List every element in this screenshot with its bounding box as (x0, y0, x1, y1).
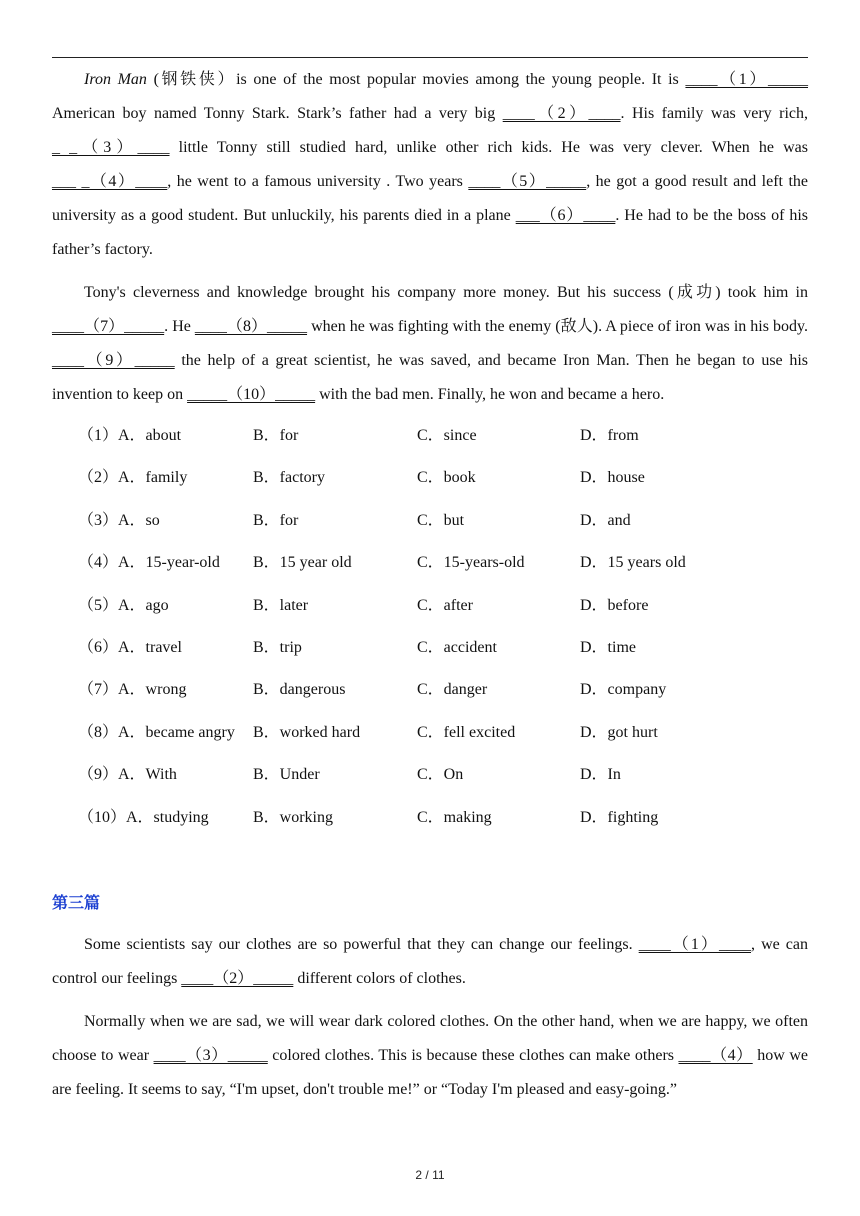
question-row (78, 636, 818, 660)
section-title: 第三篇 (52, 893, 101, 912)
text-run: . He (164, 318, 195, 335)
text-run: , he went to a famous university . Two years (167, 173, 469, 190)
option-c: C．accident (417, 639, 497, 656)
text-run: how we are feeling. It seems to say, “I'm upset, don't trouble me!” or “Today I'm pleased and easy-going.” (52, 1047, 808, 1098)
option-d: D．15 years old (580, 554, 686, 572)
option-a: （4）A．15-year-old (78, 554, 220, 572)
text-run: Some scientists say our clothes are so powerful that they can change our feelings. (84, 936, 639, 953)
text-run: Normally when we are sad, we will wear dark colored clothes. On the other hand, when we are happy, we often choose to wear (52, 1013, 808, 1064)
option-d: D．before (580, 596, 649, 614)
text-run: Tony's cleverness and knowledge brought his company more money. But his success (成功) took him in (84, 284, 808, 301)
passage2-paragraph-2 (52, 276, 808, 412)
option-b: B．dangerous (253, 681, 346, 699)
option-b: B．working (253, 808, 334, 826)
answer-blank: _ _（3）____ (52, 139, 170, 156)
question-row (78, 424, 818, 448)
passage3-paragraph-1 (52, 928, 808, 996)
question-row (78, 551, 818, 575)
option-c: C．On (417, 766, 464, 784)
option-c: C．danger (417, 681, 488, 699)
option-d: D．got hurt (580, 723, 658, 741)
option-b: B．trip (253, 639, 302, 656)
text-run: different colors of clothes. (293, 970, 466, 987)
text-run: with the bad men. Finally, he won and became a hero. (315, 386, 665, 403)
text-run: . His family was very rich, (620, 105, 808, 122)
option-b: B．worked hard (253, 723, 361, 741)
text-run: American boy named Tonny Stark. Stark’s father had a very big (52, 105, 503, 122)
option-d: D．fighting (580, 808, 659, 826)
option-a: （8）A．became angry (78, 723, 235, 741)
option-d: D．company (580, 681, 667, 699)
option-d: D．from (580, 427, 639, 444)
answer-blank: ____（2）_____ (181, 970, 294, 987)
text-run: Iron Man (84, 71, 147, 88)
option-c: C．15-years-old (417, 554, 525, 572)
answer-blank: _____（10）_____ (187, 386, 316, 403)
question-row (78, 466, 818, 490)
passage3-paragraph-2 (52, 1005, 808, 1107)
option-a: （7）A．wrong (78, 681, 187, 699)
question-row (78, 763, 818, 787)
answer-blank: ____（1）____ (638, 936, 751, 953)
option-d: D．house (580, 469, 645, 487)
option-a: （2）A．family (78, 469, 188, 487)
passage2-paragraph-1 (52, 63, 808, 267)
option-a: （6）A．travel (78, 639, 182, 656)
option-b: B．later (253, 596, 309, 614)
option-b: B．Under (253, 766, 320, 784)
option-c: C．since (417, 427, 477, 444)
text-run: when he was fighting with the enemy (敌人). A piece of iron was in his body. (307, 318, 808, 335)
header-rule (52, 57, 808, 58)
answer-blank: ____（5）_____ (468, 173, 587, 190)
text-run: , we can control our feelings (52, 936, 809, 987)
answer-blank: ___ _（4）____ (52, 173, 168, 190)
option-d: D．In (580, 766, 621, 784)
option-b: B．for (253, 427, 299, 444)
answer-blank: ____（8）_____ (194, 318, 308, 335)
page-number: 2 / 11 (415, 1168, 445, 1182)
option-c: C．but (417, 511, 465, 529)
question-row (78, 509, 818, 533)
option-a: （10）A．studying (78, 808, 209, 826)
option-a: （5）A．ago (78, 596, 169, 614)
option-c: C．after (417, 596, 473, 614)
option-c: C．making (417, 808, 492, 826)
question-row (78, 678, 818, 702)
option-b: B．for (253, 511, 299, 529)
option-c: C．book (417, 469, 476, 487)
answer-blank: ____（9）_____ (52, 352, 175, 369)
text-run: colored clothes. This is because these clothes can make others (267, 1047, 679, 1064)
question-row (78, 594, 818, 618)
option-a: （3）A．so (78, 511, 160, 529)
answer-blank: ____（1）_____ (685, 71, 808, 88)
option-d: D．time (580, 639, 636, 656)
text-run: . He had to be the boss of his father’s factory. (52, 207, 808, 258)
text-run: (钢铁侠）is one of the most popular movies among the young people. It is (146, 71, 686, 88)
option-a: （9）A．With (78, 766, 177, 784)
question-row (78, 806, 818, 830)
option-c: C．fell excited (417, 723, 516, 741)
answer-blank: ____（3）_____ (153, 1047, 268, 1064)
option-d: D．and (580, 511, 631, 529)
question-row (78, 721, 818, 745)
answer-blank: ____（7）_____ (52, 318, 165, 335)
text-run: little Tonny still studied hard, unlike other rich kids. He was very clever. When he was (169, 139, 808, 156)
text-run: , he got a good result and left the university as a good student. But unluckily, his parents died in a plane (52, 173, 808, 224)
option-a: （1）A．about (78, 427, 182, 444)
option-b: B．15 year old (253, 554, 352, 572)
answer-blank: ___（6）____ (515, 207, 616, 224)
text-run: the help of a great scientist, he was saved, and became Iron Man. Then he began to use his invention to keep on (52, 352, 808, 403)
option-b: B．factory (253, 469, 325, 487)
answer-blank: ____（4） (678, 1047, 753, 1064)
answer-blank: ____（2）____ (502, 105, 621, 122)
